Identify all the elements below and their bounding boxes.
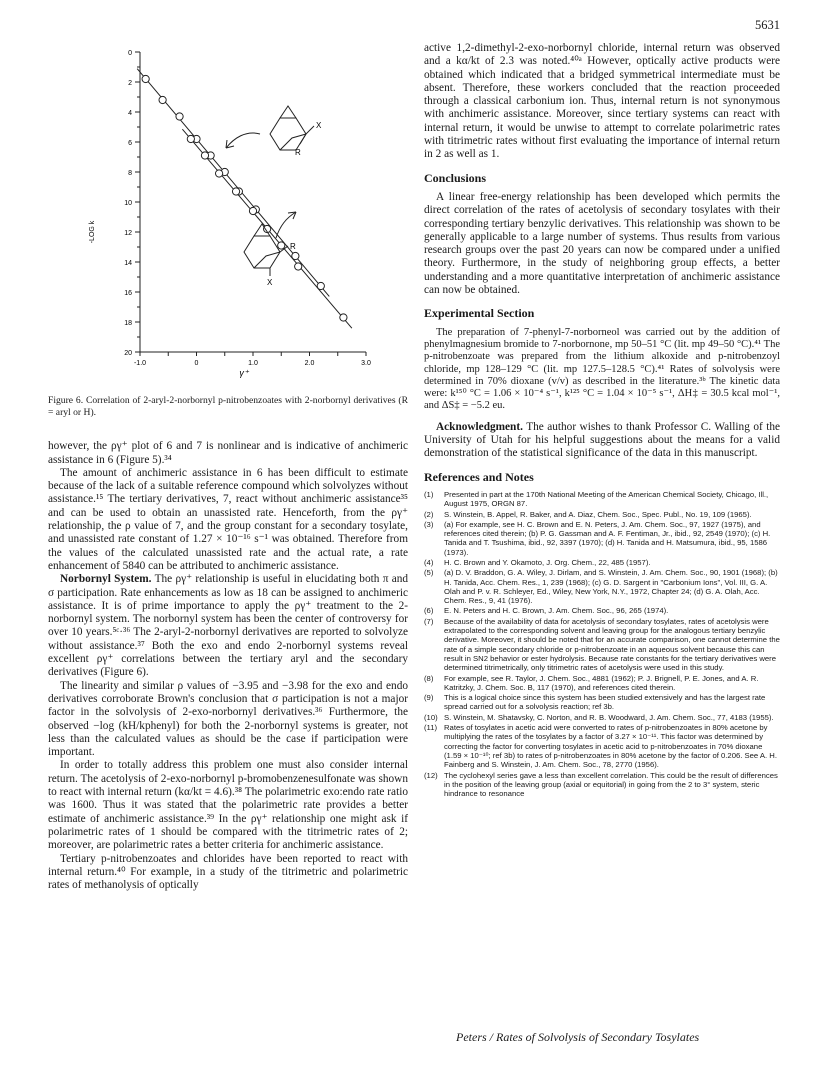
reference-number: (8) [424, 673, 434, 683]
reference-text: S. Winstein, B. Appel, R. Baker, and A. Diaz, Chem. Soc., Spec. Publ., No. 19, 109 (1965). [444, 509, 752, 519]
reference-item [424, 617, 780, 673]
running-footer: Peters / Rates of Solvolysis of Secondary Tosylates [456, 1030, 700, 1044]
reference-text: Presented in part at the 170th National Meeting of the American Chemical Society, Chicago, Ill., August 1975, ORGN 87. [444, 489, 769, 509]
y-tick-label: 16 [124, 290, 132, 297]
figure-6-chart [48, 42, 408, 387]
reference-item [424, 674, 780, 693]
left-column [48, 42, 408, 892]
structure-label-x: X [316, 121, 322, 130]
left-paragraph-3-text: The ργ⁺ relationship is useful in elucidating both π and σ participation. Rate enhancements as low as 18 can be assigned to anchimeric assistance. It is of prime importance to apply the ργ⁺ treatment to the 2-norbornyl system. The norbornyl system has been the center of controversy for over 10 years.⁵ᶜ·³⁶ The 2-aryl-2-norbornyl derivatives are reported to solvolyze without assistance.³⁷ Both the exo and endo 2-norbornyl systems reveal excellent ργ⁺ correlations between the tertiary aryl and the secondary derivatives (Figure 6). [48, 573, 409, 679]
reference-item [424, 606, 780, 615]
data-point [278, 242, 285, 249]
figure-caption: Figure 6. Correlation of 2-aryl-2-norbornyl p-nitrobenzoates with 2-norbornyl derivatives (R = aryl or H). [48, 395, 408, 418]
reference-text: (a) For example, see H. C. Brown and E. N. Peters, J. Am. Chem. Soc., 97, 1927 (1975), and references cited therein; (b) P. G. Gassman and A. F. Fentiman, Jr., ibid., 92, 2549 (1970); (c) H. Tanida and T. Tsushima, ibid., 92, 3397 (1970); (d) H. Tanida and H. Matsumura, ibid., 95, 1586 (1973). [444, 519, 771, 557]
reference-number: (10) [424, 712, 438, 722]
data-point [142, 75, 149, 82]
y-tick-label: 14 [124, 260, 132, 267]
exo-norbornyl-structure [226, 106, 314, 150]
x-tick-label: 2.0 [304, 360, 315, 367]
reference-text: Because of the availability of data for acetolysis of secondary tosylates, rates of acetolysis were extrapolated to the corresponding solvent and leaving group for the analogous tertiary benzylic derivative. Moreover, it should be noted that for an accurate comparison, one cannot determine the rate of a simple secondary chloride or p-nitrobenzoate in an aqueous solvent because this can result in SN2 behavior or ester hydrolysis. Because rate constants for the tertiary derivatives were determined titrimetrically, only titrimetric rates of acetolysis were used in this study. [444, 616, 780, 673]
reference-item [424, 568, 780, 605]
endo-norbornyl-structure [244, 212, 296, 276]
structure-label-r-lower: R [290, 242, 296, 251]
references-heading: References and Notes [424, 469, 534, 484]
reference-item [424, 510, 780, 519]
experimental-heading: Experimental Section [424, 306, 535, 321]
y-tick-label: 20 [124, 350, 132, 357]
x-tick-label: -1.0 [133, 360, 147, 367]
reference-text: The cyclohexyl series gave a less than excellent correlation. This could be the result of differences in the position of the leaving group (axial or equitorial) in going from the 2 to 3° system, steric hindrance to resonance [444, 770, 778, 799]
data-point [317, 282, 324, 289]
data-point [340, 314, 347, 321]
reference-item [424, 490, 780, 509]
reference-text: This is a logical choice since this system has been studied extensively and has the largest rate spread carried out for a solvolysis reaction; ref 3b. [444, 693, 766, 712]
reference-text: Rates of tosylates in acetic acid were converted to rates of p-nitrobenzoates in 80% acetone by multiplying the rates of the tosylates by a factor of 3.27 × 10⁻¹¹. This factor was determined by correcting the factor for converting tosylates in acetic acid to p-nitrobenzoates in 70% dioxane (1.59 × 10⁻¹⁰; ref 3b) to rates of p-nitrobenzoates in 80% acetone by the factor of 0.206. See A. H. Fainberg and S. Winstein, J. Am. Chem. Soc., 78, 2770 (1956). [444, 723, 777, 770]
reference-number: (2) [424, 509, 434, 519]
reference-item [424, 771, 780, 799]
figure-6 [48, 42, 408, 418]
conclusions-paragraph: A linear free-energy relationship has been developed which permits the direct correlation of the rates of acetolysis of secondary tosylates with their corresponding tertiary benzylic derivatives. This relationship was shown to be generally applicable to a large number of systems. Thus results from various research groups over the past 20 years can now be compared under a unified theory. Furthermore, in the study of neighboring group effects, a better understanding and a more quantitative interpretation of anchimeric assistance can now be obtained. [424, 190, 780, 297]
data-point [187, 135, 194, 142]
left-paragraph-5: In order to totally address this problem one must also consider internal return. The acetolysis of 2-exo-norbornyl p-bromobenzenesulfonate was shown to react with internal return (kα/kt = 4.6).³⁸ The polarimetric exo:endo rate ratio was 1600. Thus it was stated that the polarimetric rate provides a better estimate of anchimeric assistance.³⁹ In the ργ⁺ relationship one might ask if polarimetric rates of 1 should be compared with the titrimetric rates of 2; moreover, are polarimetric rates a better criteria for anchimeric assistance. [48, 759, 408, 852]
reference-item [424, 713, 780, 722]
reference-item [424, 520, 780, 557]
reference-number: (7) [424, 616, 434, 626]
left-paragraph-6: Tertiary p-nitrobenzoates and chlorides have been reported to react with internal return.⁴⁰ For example, in a study of the titrimetric and polarimetric rates of methanolysis of optically [48, 852, 408, 892]
data-point [201, 152, 208, 159]
right-paragraph-1: active 1,2-dimethyl-2-exo-norbornyl chloride, internal return was observed and a kα/kt of 2.3 was noted.⁴⁰ᵃ However, optically active products were obtained which indicated that a bridged symmetrical intermediate must be absent. Therefore, these workers concluded that the reaction proceeded through a classical carbonium ion. Thus, internal return is not synonymous with anchimeric assistance. Moreover, since tertiary systems can react with internal return, it would be unwise to attempt to correlate polarimetric rates with titrimetric rates without first evaluating the importance of internal return in 2 as well as 1. [424, 42, 780, 161]
conclusions-heading: Conclusions [424, 170, 487, 185]
data-point [159, 96, 166, 103]
y-tick-label: 8 [128, 170, 132, 177]
reference-item [424, 693, 780, 712]
x-tick-label: 1.0 [248, 360, 258, 367]
reference-text: E. N. Peters and H. C. Brown, J. Am. Chem. Soc., 96, 265 (1974). [444, 606, 669, 616]
acknowledgment-heading: Acknowledgment. [436, 420, 523, 433]
y-axis-label: -LOG k [89, 220, 96, 244]
data-point [292, 252, 299, 259]
reference-number: (3) [424, 519, 434, 529]
structure-label-r: R [295, 148, 301, 157]
norbornyl-heading: Norbornyl System. [60, 573, 152, 586]
left-paragraph-4: The linearity and similar ρ values of −3.95 and −3.98 for the exo and endo derivatives corroborate Brown's conclusion that σ participation is not a major factor in the solvolysis of 2-exo-norbornyl derivatives.³⁶ Furthermore, the observed −log (kH/kphenyl) for both the 2-norbornyl systems is greater, not less than the calculated values as should be the case if participation were important. [48, 679, 408, 759]
page-number: 5631 [755, 18, 780, 32]
reference-text: For example, see R. Taylor, J. Chem. Soc., 4881 (1962); P. J. Brignell, P. E. Jones, and A. R. Katritzky, J. Chem. Soc. B, 117 (1970), and references cited therein. [444, 673, 759, 692]
regression-line-1 [137, 69, 329, 297]
x-axis-label: γ⁺ [239, 368, 249, 378]
reference-item [424, 558, 780, 567]
data-point [176, 113, 183, 120]
left-paragraph-1: however, the ργ⁺ plot of 6 and 7 is nonlinear and is indicative of anchimeric assistance in 6 (Figure 5).³⁴ [48, 440, 408, 466]
reference-text: H. C. Brown and Y. Okamoto, J. Org. Chem., 22, 485 (1957). [444, 557, 651, 567]
reference-number: (11) [424, 723, 438, 733]
references-list [424, 490, 780, 799]
data-point [249, 207, 256, 214]
x-tick-label: 0 [194, 360, 199, 367]
data-point [295, 263, 302, 270]
reference-text: (a) D. V. Braddon, G. A. Wiley, J. Dirlam, and S. Winstein, J. Am. Chem. Soc., 90, 1901 (1968); (b) H. Tanida, Acc. Chem. Res., 1, 239 (1968); (c) G. D. Sargent in "Carbonium Ions", Vol. III, G. A. Olah and P. v. R. Schleyer, Ed., Wiley, New York, N.Y., 1972, Chapter 24; (d) G. A. Olah, Acc. Chem. Res., 9, 41 (1976). [444, 568, 778, 606]
y-tick-label: 18 [124, 320, 132, 327]
reference-number: (12) [424, 770, 438, 780]
data-point [232, 188, 239, 195]
data-point [216, 170, 223, 177]
reference-text: S. Winstein, M. Shatavsky, C. Norton, and R. B. Woodward, J. Am. Chem. Soc., 77, 4183 (1955). [444, 712, 774, 722]
y-tick-label: 0 [128, 50, 132, 57]
y-tick-label: 6 [128, 140, 132, 147]
left-paragraph-3 [48, 573, 408, 679]
reference-number: (1) [424, 489, 434, 499]
reference-number: (6) [424, 606, 434, 616]
reference-item [424, 723, 780, 769]
reference-number: (9) [424, 693, 434, 703]
experimental-paragraph: The preparation of 7-phenyl-7-norborneol was carried out by the addition of phenylmagnesium bromide to 7-norbornone, mp 50–51 °C (lit. mp 49–50 °C).⁴¹ The p-nitrobenzoate was prepared from the lithium alkoxide and p-nitrobenzoyl chloride, mp 128–129 °C (lit. mp 127.5–128.5 °C).⁴¹ Rates of solvolysis were determined in 70% dioxane (v/v) as described in the literature.³ᵇ The kinetic data were: k¹⁵⁰ °C = 1.06 × 10⁻⁴ s⁻¹, k¹²⁵ °C = 1.04 × 10⁻⁵ s⁻¹, ΔH‡ = 30.5 kcal mol⁻¹, and ΔS‡ = −5.2 eu. [424, 326, 780, 412]
right-column [424, 42, 780, 799]
y-tick-label: 4 [128, 110, 132, 117]
y-tick-label: 10 [124, 200, 132, 207]
acknowledgment-text: The author wishes to thank Professor C. Walling of the University of Utah for his helpful suggestions about the means for a valid demonstration of the statistical significance of the data in this manuscript. [424, 420, 780, 460]
x-tick-label: 3.0 [361, 360, 371, 367]
reference-number: (4) [424, 557, 434, 567]
left-paragraph-2: The amount of anchimeric assistance in 6 has been difficult to estimate because of the lack of a suitable reference compound which solvolyzes without assistance.¹⁵ The tertiary derivatives, 7, react without anchimeric assistance³⁵ and can be used to obtain an unassisted rate. Henceforth, from the ργ⁺ relationship, the ρ value of 7, and the group constant for a secondary tosylate, and unassisted rate constant of 1.27 × 10⁻¹⁶ s⁻¹ was obtained. Therefore from the values of the calculated unassisted rate and the actual rate, a rate enhancement of 5840 can be attributed to anchimeric assistance. [48, 466, 408, 572]
structure-label-x-lower: X [267, 278, 273, 287]
acknowledgment [424, 421, 780, 461]
reference-number: (5) [424, 568, 434, 578]
y-tick-label: 2 [128, 80, 132, 87]
y-tick-label: 12 [124, 230, 132, 237]
